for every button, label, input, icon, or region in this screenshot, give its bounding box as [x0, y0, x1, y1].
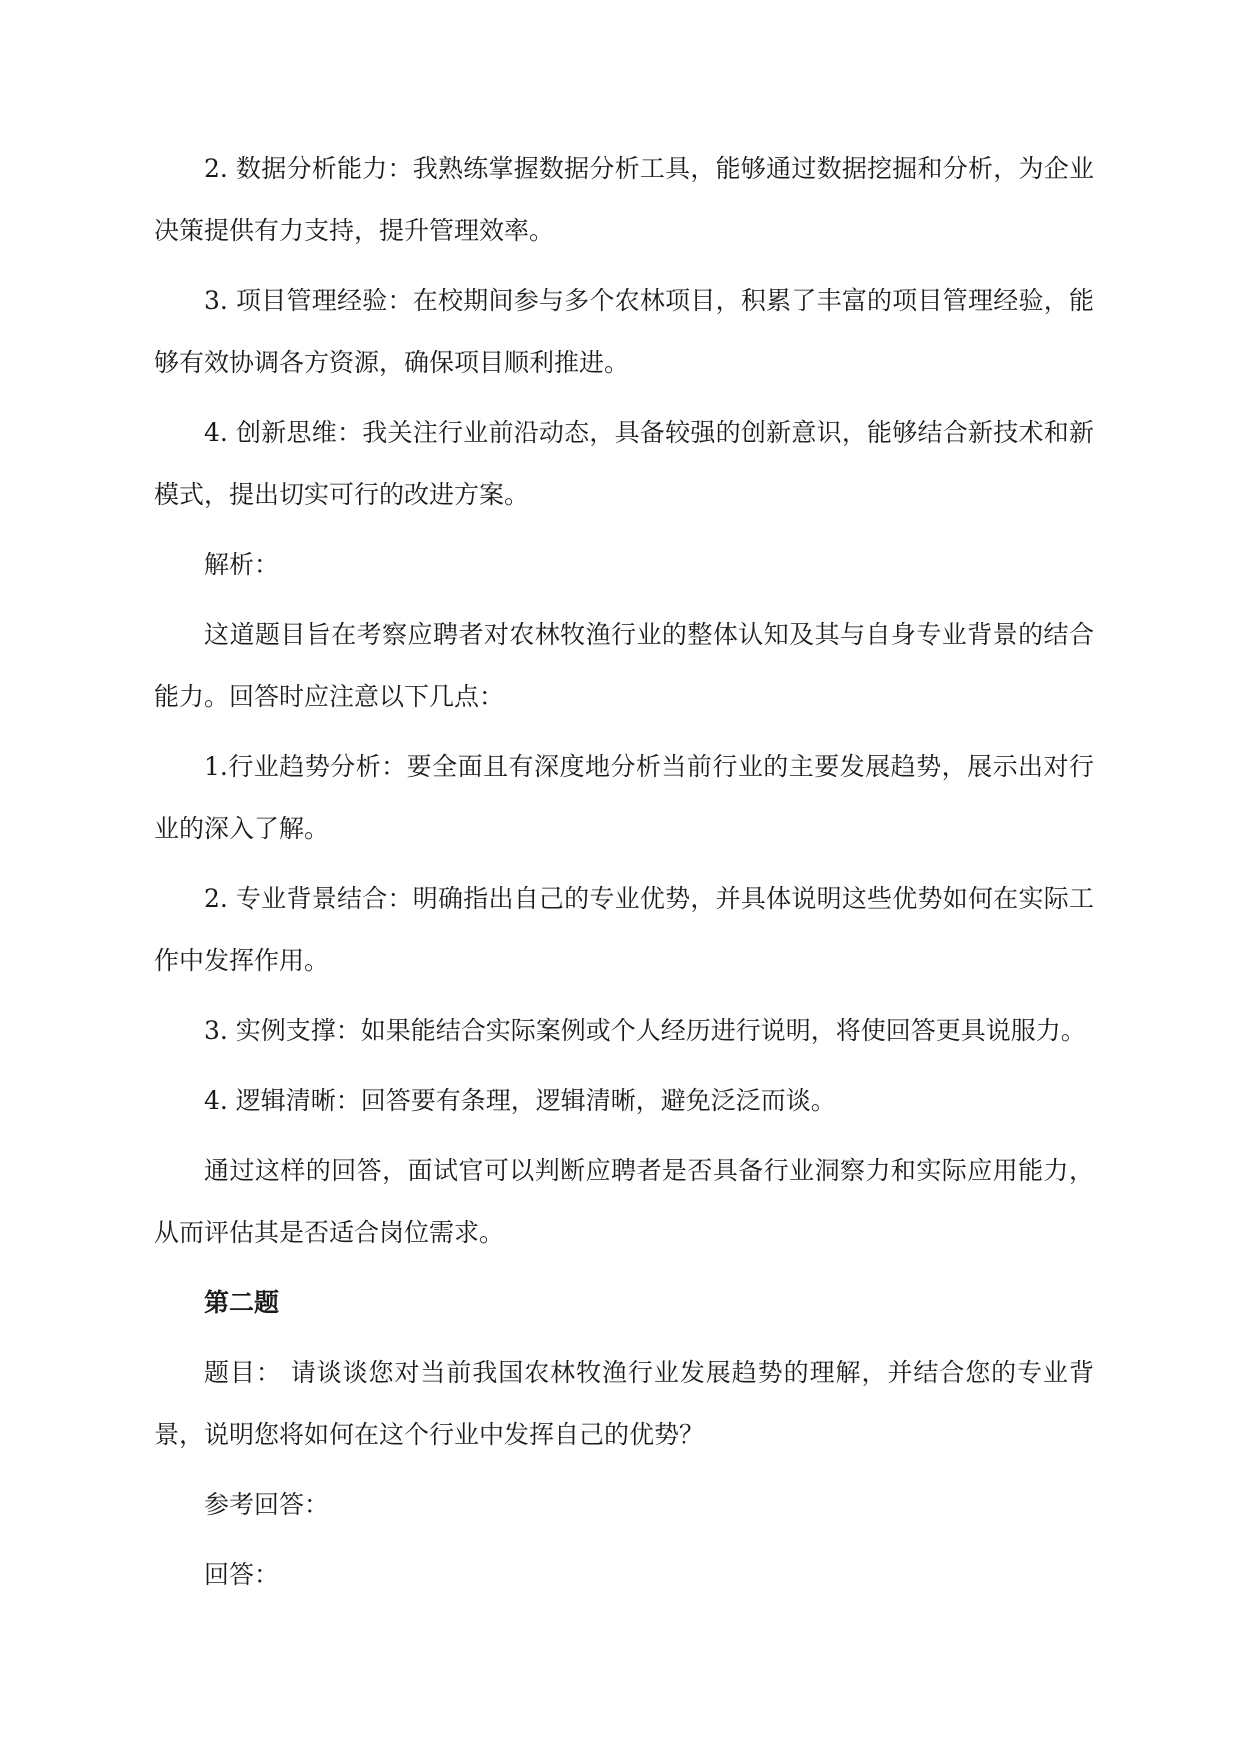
paragraph-data-analysis: 2. 数据分析能力：我熟练掌握数据分析工具，能够通过数据挖掘和分析，为企业决策提供有力支持，提升管理效率。: [154, 154, 1094, 245]
paragraph-point-background: 2. 专业背景结合：明确指出自己的专业优势，并具体说明这些优势如何在实际工作中发挥作用。: [154, 884, 1094, 975]
paragraph-conclusion: 通过这样的回答，面试官可以判断应聘者是否具备行业洞察力和实际应用能力，从而评估其是否适合岗位需求。: [154, 1156, 1094, 1247]
paragraph-point-trend: 1.行业趋势分析：要全面且有深度地分析当前行业的主要发展趋势，展示出对行业的深入了解。: [154, 752, 1094, 843]
paragraph-reference-answer-label: 参考回答：: [204, 1490, 330, 1519]
paragraph-point-logic: 4. 逻辑清晰：回答要有条理，逻辑清晰，避免泛泛而谈。: [204, 1086, 836, 1115]
paragraph-analysis-label: 解析：: [204, 550, 280, 579]
paragraph-project-management: 3. 项目管理经验：在校期间参与多个农林项目，积累了丰富的项目管理经验，能够有效协调各方资源，确保项目顺利推进。: [154, 286, 1094, 377]
paragraph-point-example: 3. 实例支撑：如果能结合实际案例或个人经历进行说明，将使回答更具说服力。: [204, 1016, 1086, 1045]
document-body: [154, 138, 1094, 1614]
section-heading-question-two: 第二题: [204, 1288, 280, 1317]
paragraph-analysis-intro: 这道题目旨在考察应聘者对农林牧渔行业的整体认知及其与自身专业背景的结合能力。回答时应注意以下几点：: [154, 620, 1094, 711]
paragraph-answer-label: 回答：: [204, 1560, 280, 1589]
paragraph-question: 题目： 请谈谈您对当前我国农林牧渔行业发展趋势的理解，并结合您的专业背景，说明您将如何在这个行业中发挥自己的优势？: [154, 1358, 1094, 1449]
paragraph-innovation: 4. 创新思维：我关注行业前沿动态，具备较强的创新意识，能够结合新技术和新模式，提出切实可行的改进方案。: [154, 418, 1094, 509]
